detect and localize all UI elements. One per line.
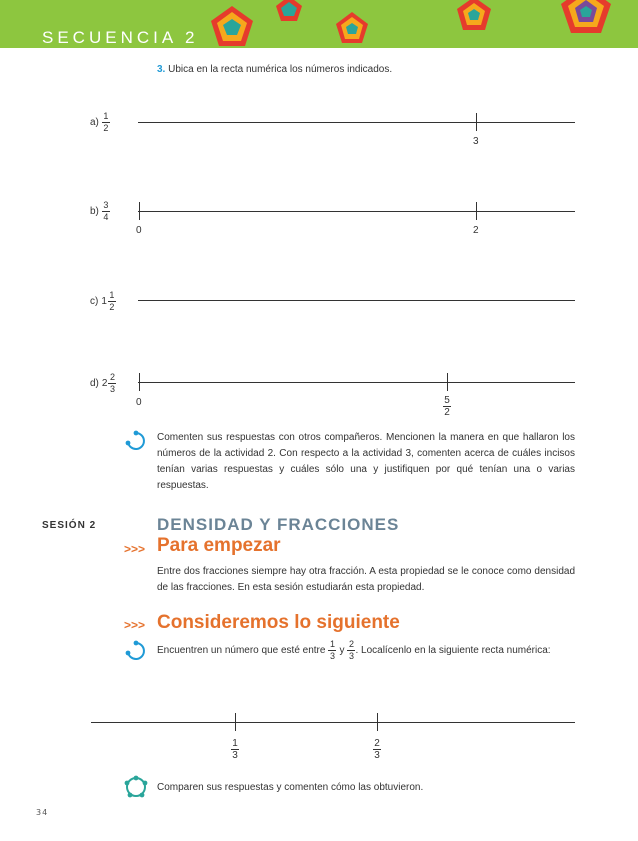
tick-label: 3 (473, 136, 479, 147)
gem-icon (336, 12, 368, 43)
number-line-b (138, 211, 575, 212)
tick-label: 0 (136, 225, 142, 236)
fraction: $\frac{1}{2}$ (109, 290, 115, 312)
number-line-thirds (91, 722, 575, 723)
tick-mark (235, 713, 236, 731)
gem-icon (211, 6, 253, 46)
discussion-paragraph: Comenten sus respuestas con otros compañeros. Mencionen la manera en que hallaron los números de la actividad 2. Con respecto a la actividad 3, comenten acerca de cuáles incisos tenían varias respuestas y cuáles sólo una y justifiquen por qué tenían una o varias respuestas. (157, 432, 575, 491)
session-label: SESIÓN 2 (42, 520, 97, 531)
tick-label: 2 (473, 225, 479, 236)
compare-paragraph: Comparen sus respuestas y comenten cómo las obtuvieron. (157, 782, 424, 793)
fraction: $\frac{1}{2}$ (103, 111, 109, 133)
fraction: $\frac{3}{4}$ (103, 200, 109, 222)
sequence-title: SECUENCIA 2 (42, 28, 199, 47)
fraction: $\frac{2}{3}$ (109, 372, 115, 394)
decorative-gems (0, 0, 638, 60)
fraction: $\frac{2}{3}$ (348, 639, 354, 661)
tick-mark (476, 202, 477, 220)
tick-fraction-label: 5 2 (444, 395, 450, 418)
tick-fraction-label: 1 3 (232, 738, 238, 761)
session-title: DENSIDAD Y FRACCIONES (157, 515, 400, 534)
number-line-a (138, 122, 575, 123)
row-d-label: d) 2 $\frac{2}{3}$ (90, 372, 115, 394)
page-number: 34 (36, 808, 49, 817)
activity-number: 3. (157, 64, 166, 75)
fraction: $\frac{1}{3}$ (329, 639, 335, 661)
number-line-d (138, 382, 575, 383)
activity-instruction (157, 64, 392, 75)
consider-heading: Consideremos lo siguiente (157, 612, 400, 633)
start-heading: Para empezar (157, 535, 281, 556)
activity-instruction-text: Ubica en la recta numérica los números indicados. (168, 64, 393, 75)
team-discussion-icon (124, 430, 148, 452)
start-paragraph: Entre dos fracciones siempre hay otra fracción. A esta propiedad se le conoce como densidad de las fracciones. En esta sesión estudiarán esta propiedad. (157, 566, 575, 593)
gem-icon (276, 0, 302, 21)
team-discussion-icon (124, 640, 148, 662)
row-b-label: b) $\frac{3}{4}$ (90, 200, 109, 222)
arrows-marker: >>> (124, 618, 146, 632)
tick-mark (476, 113, 477, 131)
tick-mark (139, 373, 140, 391)
gem-icon (457, 0, 491, 30)
tick-fraction-label: 2 3 (374, 738, 380, 761)
gem-icon (561, 0, 611, 33)
consider-paragraph: Encuentren un número que esté entre $\frac{1}{3}$ y $\frac{2}{3}$ . Localícenlo en la siguiente recta numérica: (157, 639, 551, 661)
tick-mark (139, 202, 140, 220)
row-c-label: c) 1 $\frac{1}{2}$ (90, 290, 115, 312)
tick-mark (447, 373, 448, 391)
number-line-c (138, 300, 575, 301)
tick-mark (377, 713, 378, 731)
row-a-label: a) $\frac{1}{2}$ (90, 111, 109, 133)
group-discussion-icon (122, 774, 150, 800)
tick-label: 0 (136, 397, 142, 408)
arrows-marker: >>> (124, 542, 146, 556)
